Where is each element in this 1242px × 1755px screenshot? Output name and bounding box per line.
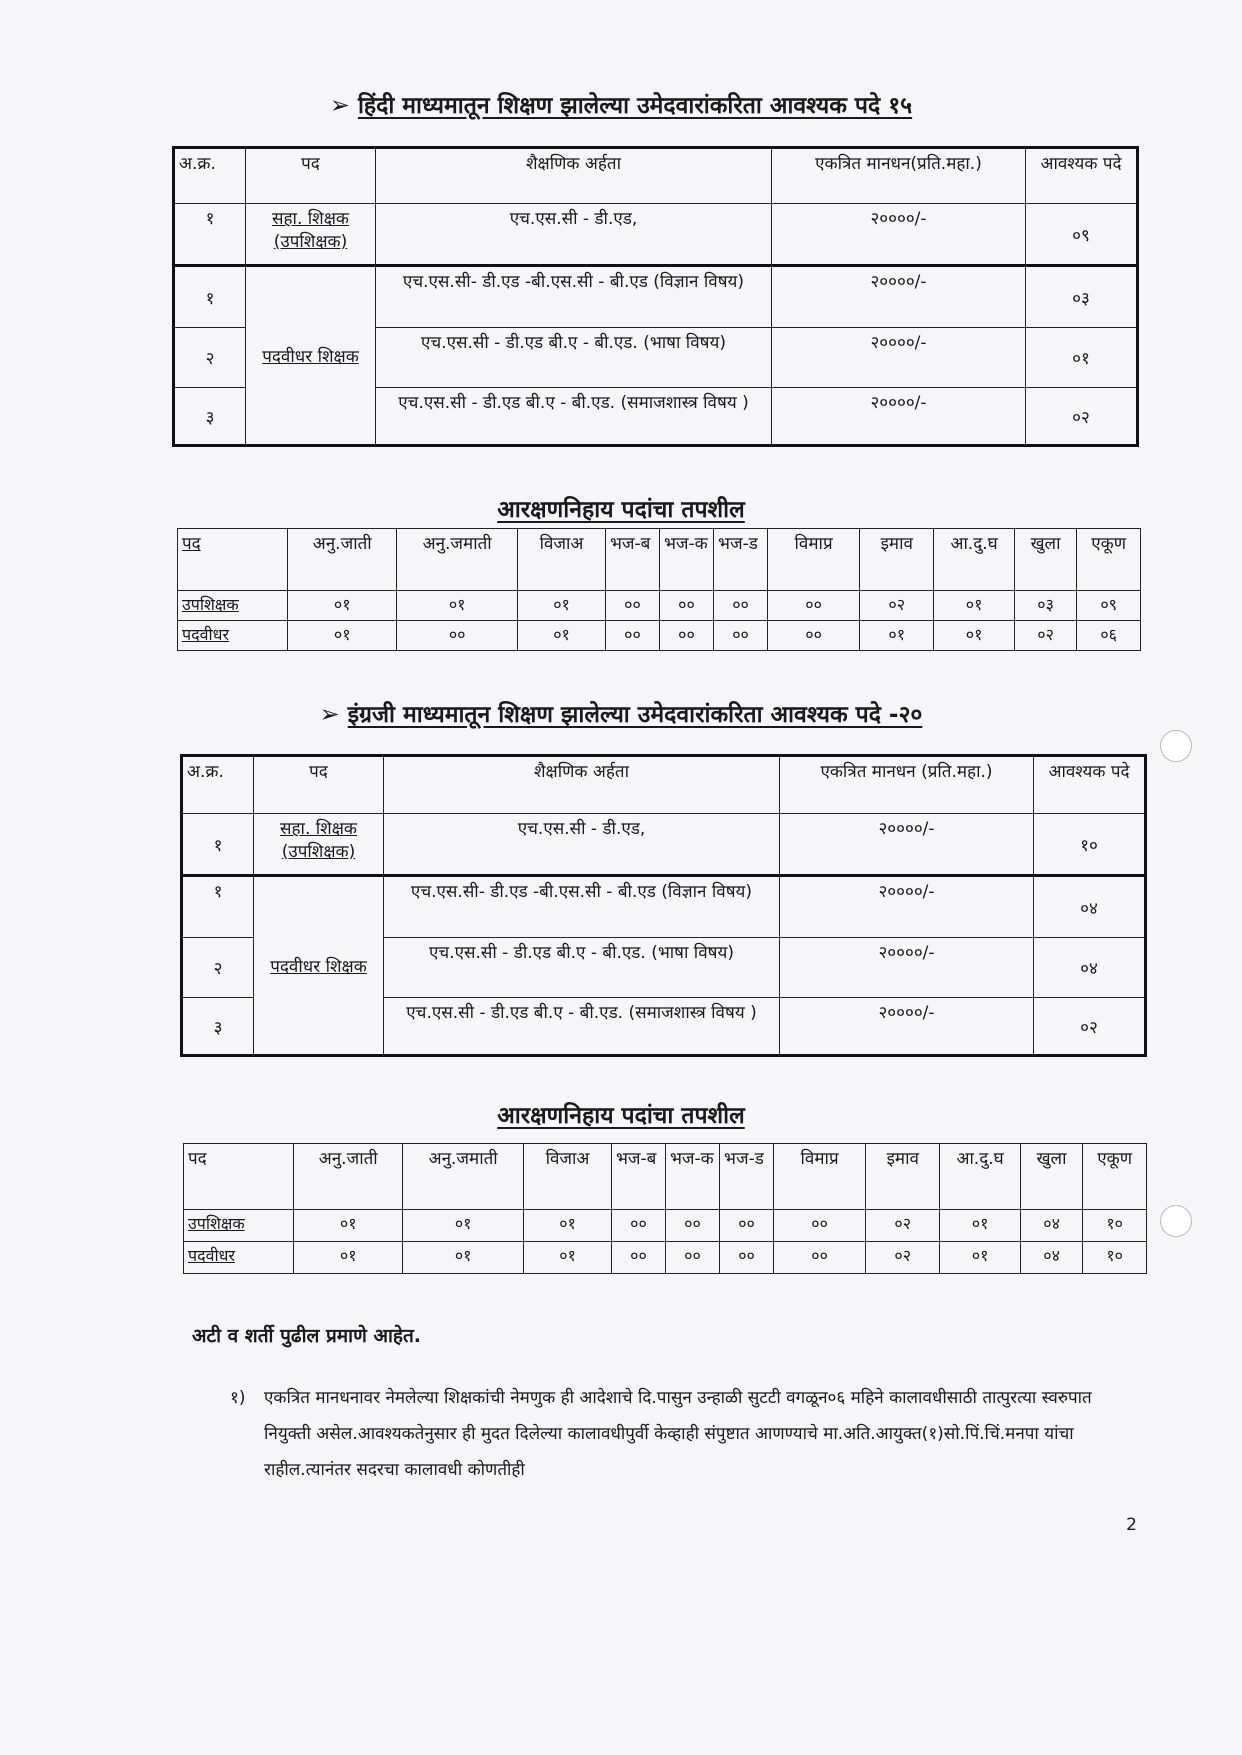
cell: ०० [774, 1242, 866, 1274]
cell: ०० [611, 1210, 665, 1242]
qualification: एच.एस.सी - डी.एड बी.ए - बी.एड. (समाजशास्त्र विषय ) [384, 998, 780, 1056]
col-st: अनु.जमाती [397, 529, 518, 591]
sr: ३ [174, 388, 246, 446]
pay: २००००/- [780, 998, 1034, 1056]
cell: ०४ [1020, 1210, 1083, 1242]
qualification: एच.एस.सी - डी.एड, [384, 814, 780, 876]
cell: ०२ [860, 591, 934, 621]
row-post: उपशिक्षक [178, 591, 288, 621]
header-sr: अ.क्र. [182, 756, 254, 814]
cell: १० [1083, 1242, 1147, 1274]
cell: ०१ [288, 621, 397, 651]
col-ews: आ.दु.घ [934, 529, 1015, 591]
cell: ०० [714, 591, 768, 621]
col-ntc: भज-क [659, 529, 713, 591]
col-ntb: भज-ब [611, 1144, 665, 1210]
qualification: एच.एस.सी- डी.एड -बी.एस.सी - बी.एड (विज्ञान विषय) [384, 876, 780, 938]
cell: ०१ [294, 1242, 403, 1274]
cell: ०१ [403, 1242, 524, 1274]
cell: ०१ [403, 1210, 524, 1242]
term-text: एकत्रित मानधनावर नेमलेल्या शिक्षकांची नेमणुक ही आदेशाचे दि.पासुन उन्हाळी सुटटी वगळून०६ महिने कालावधीसाठी तात्पुरत्या स्वरुपात नियुक्ती असेल.आवश्यकतेनुसार ही मुदत दिलेल्या कालावधीपुर्वी केव्हाही संपुष्टात आणण्याचे मा.अति.आयुक्त(१)सो.पिं.चिं.मनपा यांचा राहील.त्यानंतर सदरचा कालावधी कोणतीही [264, 1388, 1092, 1480]
cell: ०१ [524, 1210, 612, 1242]
col-vja: विजाअ [524, 1144, 612, 1210]
header-pay: एकत्रित मानधन (प्रति.महा.) [780, 756, 1034, 814]
sr: २ [182, 938, 254, 998]
cell: ०० [665, 1210, 719, 1242]
cell: ०१ [934, 621, 1015, 651]
header-pay: एकत्रित मानधन(प्रति.महा.) [772, 148, 1026, 204]
count: ०४ [1034, 938, 1146, 998]
col-total: एकूण [1077, 529, 1141, 591]
cell: ०० [720, 1242, 774, 1274]
english-reservation-table [183, 1143, 1147, 1274]
row-post: उपशिक्षक [184, 1210, 294, 1242]
cell: १० [1083, 1210, 1147, 1242]
cell: ०१ [940, 1242, 1021, 1274]
pay: २००००/- [780, 876, 1034, 938]
col-ews: आ.दु.घ [940, 1144, 1021, 1210]
qualification: एच.एस.सी - डी.एड बी.ए - बी.एड. (भाषा विषय) [384, 938, 780, 998]
english-section-heading: ➢ इंग्रजी माध्यमातून शिक्षण झालेल्या उमेदवारांकरिता आवश्यक पदे -२० [319, 700, 923, 728]
cell: ०० [665, 1242, 719, 1274]
cell: ०० [714, 621, 768, 651]
count: ०४ [1034, 876, 1146, 938]
cell: ०१ [518, 591, 606, 621]
qualification: एच.एस.सी - डी.एड बी.ए - बी.एड. (समाजशास्त्र विषय ) [376, 388, 772, 446]
term-item-1 [230, 1380, 1140, 1488]
count: १० [1034, 814, 1146, 876]
punch-hole-icon [1160, 730, 1192, 762]
hindi-reservation-table [177, 528, 1141, 651]
col-open: खुला [1020, 1144, 1083, 1210]
sr: १ [174, 266, 246, 328]
header-qualification: शैक्षणिक अर्हता [384, 756, 780, 814]
hindi-requirement-table [172, 146, 1139, 447]
cell: ०१ [860, 621, 934, 651]
english-reservation-heading: आरक्षणनिहाय पदांचा तपशील [497, 1103, 745, 1129]
cell: ०० [611, 1242, 665, 1274]
cell: ०१ [518, 621, 606, 651]
cell: ०४ [1020, 1242, 1083, 1274]
col-total: एकूण [1083, 1144, 1147, 1210]
post: सहा. शिक्षक (उपशिक्षक) [254, 814, 384, 876]
col-sc: अनु.जाती [288, 529, 397, 591]
sr: ३ [182, 998, 254, 1056]
cell: ०२ [866, 1210, 940, 1242]
pay: २००००/- [780, 938, 1034, 998]
arrow-bullet-icon: ➢ [329, 91, 350, 119]
col-ntd: भज-ड [714, 529, 768, 591]
graduate-post: पदवीधर शिक्षक [246, 266, 376, 446]
col-obc: इमाव [860, 529, 934, 591]
punch-hole-icon [1160, 1205, 1192, 1237]
terms-title: अटी व शर्ती पुढील प्रमाणे आहेत. [192, 1325, 422, 1347]
cell: ०० [397, 621, 518, 651]
row-post: पदवीधर [184, 1242, 294, 1274]
qualification: एच.एस.सी - डी.एड, [376, 204, 772, 266]
cell: ०१ [934, 591, 1015, 621]
pay: २००००/- [772, 204, 1026, 266]
cell: ०३ [1014, 591, 1077, 621]
header-qualification: शैक्षणिक अर्हता [376, 148, 772, 204]
sr: २ [174, 328, 246, 388]
cell: ०० [659, 591, 713, 621]
col-ntc: भज-क [665, 1144, 719, 1210]
count: ०३ [1026, 266, 1138, 328]
col-st: अनु.जमाती [403, 1144, 524, 1210]
cell: ०० [768, 591, 860, 621]
pay: २००००/- [772, 328, 1026, 388]
cell: ०१ [524, 1242, 612, 1274]
col-post: पद [178, 529, 288, 591]
sr: १ [182, 814, 254, 876]
qualification: एच.एस.सी - डी.एड बी.ए - बी.एड. (भाषा विषय) [376, 328, 772, 388]
page-number: 2 [1126, 1515, 1137, 1535]
col-sbc: विमाप्र [774, 1144, 866, 1210]
count: ०२ [1034, 998, 1146, 1056]
col-obc: इमाव [866, 1144, 940, 1210]
header-sr: अ.क्र. [174, 148, 246, 204]
col-sc: अनु.जाती [294, 1144, 403, 1210]
cell: ०० [774, 1210, 866, 1242]
count: ०२ [1026, 388, 1138, 446]
arrow-bullet-icon: ➢ [319, 700, 340, 728]
pay: २००००/- [772, 266, 1026, 328]
header-post: पद [254, 756, 384, 814]
cell: ०२ [1014, 621, 1077, 651]
count: ०९ [1026, 204, 1138, 266]
hindi-section-heading: ➢ हिंदी माध्यमातून शिक्षण झालेल्या उमेदवारांकरिता आवश्यक पदे १५ [329, 91, 913, 119]
cell: ०६ [1077, 621, 1141, 651]
cell: ०१ [940, 1210, 1021, 1242]
cell: ०० [768, 621, 860, 651]
hindi-reservation-heading: आरक्षणनिहाय पदांचा तपशील [497, 497, 745, 523]
pay: २००००/- [772, 388, 1026, 446]
cell: ०० [605, 591, 659, 621]
count: ०१ [1026, 328, 1138, 388]
col-ntb: भज-ब [605, 529, 659, 591]
cell: ०१ [294, 1210, 403, 1242]
term-number: १) [230, 1388, 246, 1408]
row-post: पदवीधर [178, 621, 288, 651]
sr: १ [182, 876, 254, 938]
qualification: एच.एस.सी- डी.एड -बी.एस.सी - बी.एड (विज्ञान विषय) [376, 266, 772, 328]
table-row [178, 621, 1141, 651]
col-ntd: भज-ड [720, 1144, 774, 1210]
header-post: पद [246, 148, 376, 204]
post: सहा. शिक्षक (उपशिक्षक) [246, 204, 376, 266]
header-count: आवश्यक पदे [1034, 756, 1146, 814]
col-sbc: विमाप्र [768, 529, 860, 591]
cell: ०१ [288, 591, 397, 621]
cell: ०१ [397, 591, 518, 621]
cell: ०० [720, 1210, 774, 1242]
cell: ०० [605, 621, 659, 651]
col-post: पद [184, 1144, 294, 1210]
col-vja: विजाअ [518, 529, 606, 591]
cell: ०० [659, 621, 713, 651]
graduate-post: पदवीधर शिक्षक [254, 876, 384, 1056]
cell: ०९ [1077, 591, 1141, 621]
cell: ०२ [866, 1242, 940, 1274]
col-open: खुला [1014, 529, 1077, 591]
table-row [178, 591, 1141, 621]
english-requirement-table [180, 754, 1147, 1057]
header-count: आवश्यक पदे [1026, 148, 1138, 204]
sr: १ [174, 204, 246, 266]
pay: २००००/- [780, 814, 1034, 876]
table-row [184, 1210, 1147, 1242]
table-row [184, 1242, 1147, 1274]
